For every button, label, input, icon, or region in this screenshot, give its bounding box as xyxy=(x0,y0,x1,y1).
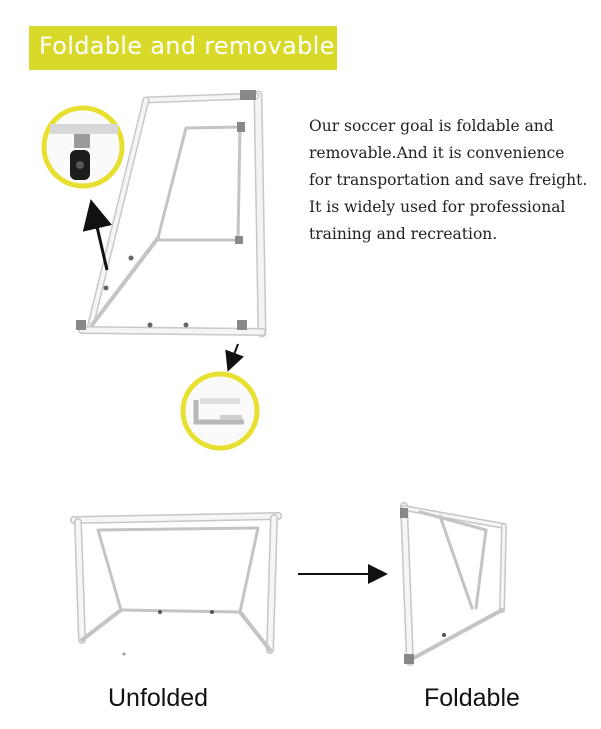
unfolded-goal-photo xyxy=(74,516,278,656)
wheel-detail-zoom xyxy=(44,108,122,186)
description-line: It is widely used for professional xyxy=(309,198,566,216)
description-line: training and recreation. xyxy=(309,225,498,243)
folded-goal-front-photo xyxy=(400,506,504,664)
caption-foldable: Foldable xyxy=(424,684,520,712)
caption-unfolded: Unfolded xyxy=(108,684,209,712)
arrow-up-icon xyxy=(92,205,107,270)
description-line: removable.And it is convenience xyxy=(309,144,565,162)
bracket-detail-zoom xyxy=(183,374,257,448)
description-line: for transportation and save freight. xyxy=(309,171,588,189)
banner-title: Foldable and removable xyxy=(39,32,335,60)
description-line: Our soccer goal is foldable and xyxy=(309,117,554,135)
arrow-down-icon xyxy=(229,344,238,368)
